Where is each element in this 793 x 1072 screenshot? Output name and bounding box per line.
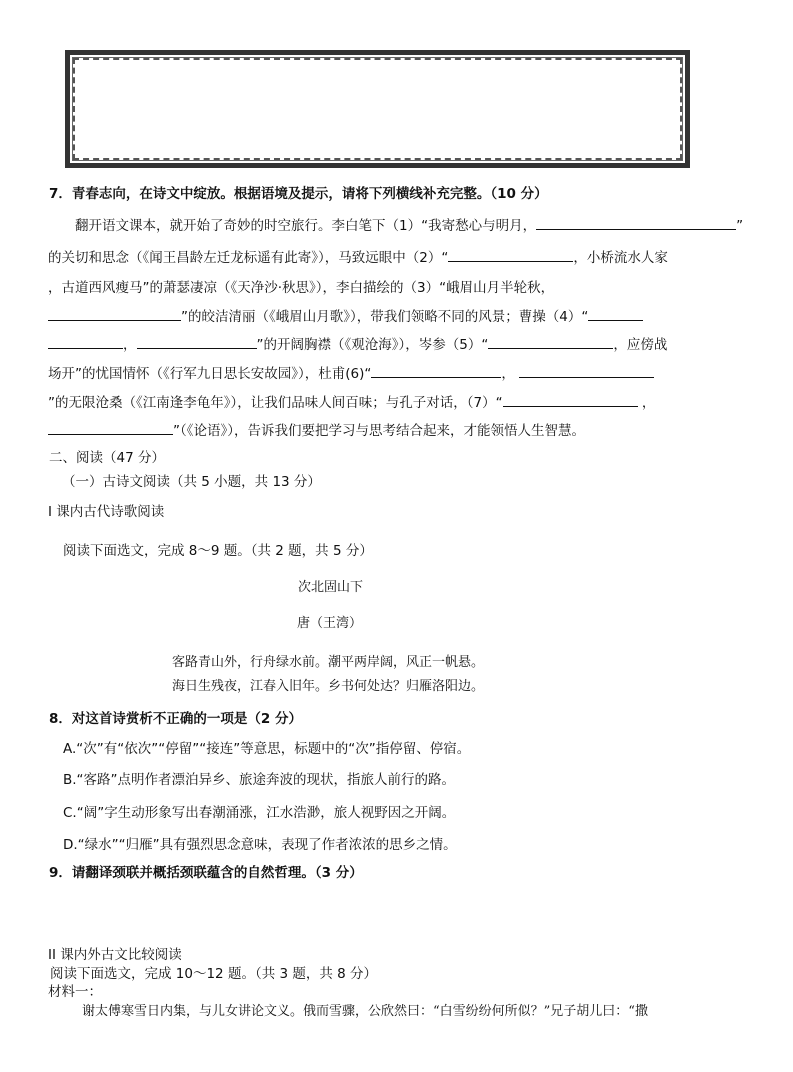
blank-3[interactable] xyxy=(48,306,181,321)
q7-line2-end: ，小桥流水人家 xyxy=(573,250,668,266)
blank-5[interactable] xyxy=(488,334,613,349)
q7-line6 xyxy=(48,362,654,382)
q7-line8-text: ”（《论语》），告诉我们要把学习与思考结合起来，才能领悟人生智慧。 xyxy=(173,423,585,439)
q8-option-a[interactable]: A.“次”有“依次”“停留”“接连”等意思，标题中的“次”指停留、停宿。 xyxy=(63,741,471,757)
q8-option-d[interactable]: D.“绿水”“归雁”具有强烈思念意味，表现了作者浓浓的思乡之情。 xyxy=(63,837,457,853)
q7-line1 xyxy=(75,214,743,234)
q7-line4 xyxy=(48,305,643,325)
q7-line3: ，古道西风瘦马”的萧瑟凄凉（《天净沙·秋思》），李白描绘的（3）“峨眉山月半轮秋， xyxy=(48,280,555,296)
q7-line4-text: ”的皎洁清丽（《峨眉山月歌》），带我们领略不同的风景；曹操（4）“ xyxy=(181,309,589,325)
poem-line-2: 海日生残夜，江春入旧年。乡书何处达？归雁洛阳边。 xyxy=(172,679,485,694)
part-ii-instruction: 阅读下面选文，完成 10～12 题。（共 3 题，共 8 分） xyxy=(50,966,378,982)
q7-line7 xyxy=(48,391,655,411)
section2-sub1: （一）古诗文阅读（共 5 小题，共 13 分） xyxy=(62,474,321,490)
blank-4b[interactable] xyxy=(48,334,123,349)
blank-6b[interactable] xyxy=(519,363,654,378)
q7-line2 xyxy=(48,246,668,266)
part-ii-title: II 课内外古文比较阅读 xyxy=(48,947,182,963)
material-one-label: 材料一： xyxy=(48,984,102,1000)
q7-line8 xyxy=(48,419,585,439)
poem-title: 次北固山下 xyxy=(298,580,364,595)
q7-line1-text: 翻开语文课本，就开始了奇妙的时空旅行。李白笔下（1）“我寄愁心与明月， xyxy=(75,218,537,234)
q7-line6-comma: ， xyxy=(501,366,515,382)
q7-line1-end: ” xyxy=(736,218,744,234)
answer-box-frame xyxy=(65,50,690,168)
q7-line7-comma: ， xyxy=(641,395,656,411)
q8-option-c[interactable]: C.“阔”字生动形象写出春潮涌涨，江水浩渺，旅人视野因之开阔。 xyxy=(63,805,456,821)
q7-line2-text: 的关切和思念（《闻王昌龄左迁龙标遥有此寄》），马致远眼中（2）“ xyxy=(48,250,449,266)
blank-4c[interactable] xyxy=(137,334,257,349)
q7-line5-comma: ， xyxy=(123,337,137,353)
blank-4a[interactable] xyxy=(588,306,643,321)
q8-option-b[interactable]: B.“客路”点明作者漂泊异乡、旅途奔波的现状，指旅人前行的路。 xyxy=(63,772,456,788)
section2-title: 二、阅读（47 分） xyxy=(49,450,165,466)
blank-6a[interactable] xyxy=(371,363,501,378)
blank-7a[interactable] xyxy=(503,392,638,407)
q7-line5-text: ”的开阔胸襟（《观沧海》），岑参（5）“ xyxy=(256,337,489,353)
blank-2[interactable] xyxy=(448,247,573,262)
poem-line-1: 客路青山外，行舟绿水前。潮平两岸阔，风正一帆悬。 xyxy=(172,655,485,670)
blank-7b[interactable] xyxy=(48,420,173,435)
q9-title: 9．请翻译颈联并概括颈联蕴含的自然哲理。（3 分） xyxy=(49,865,363,881)
poem-author: 唐（王湾） xyxy=(297,616,363,631)
q7-line6-text: 场开”的忧国情怀（《行军九日思长安故园》），杜甫(6)“ xyxy=(48,366,372,382)
q7-line5 xyxy=(48,333,667,353)
blank-1[interactable] xyxy=(536,215,736,230)
q8-title: 8．对这首诗赏析不正确的一项是（2 分） xyxy=(49,711,302,727)
material-one-text: 谢太傅寒雪日内集，与儿女讲论文义。俄而雪骤，公欣然曰：“白雪纷纷何所似？”兄子胡儿曰：“撒 xyxy=(82,1004,648,1019)
part-i-title: I 课内古代诗歌阅读 xyxy=(48,504,165,520)
q7-line7-text: ”的无限沧桑（《江南逢李龟年》），让我们品味人间百味；与孔子对话，（7）“ xyxy=(48,395,503,411)
q7-line5-end: ，应傍战 xyxy=(613,337,668,353)
part-i-instruction: 阅读下面选文，完成 8～9 题。（共 2 题，共 5 分） xyxy=(63,543,373,559)
q7-title: 7．青春志向，在诗文中绽放。根据语境及提示，请将下列横线补充完整。（10 分） xyxy=(49,186,548,202)
